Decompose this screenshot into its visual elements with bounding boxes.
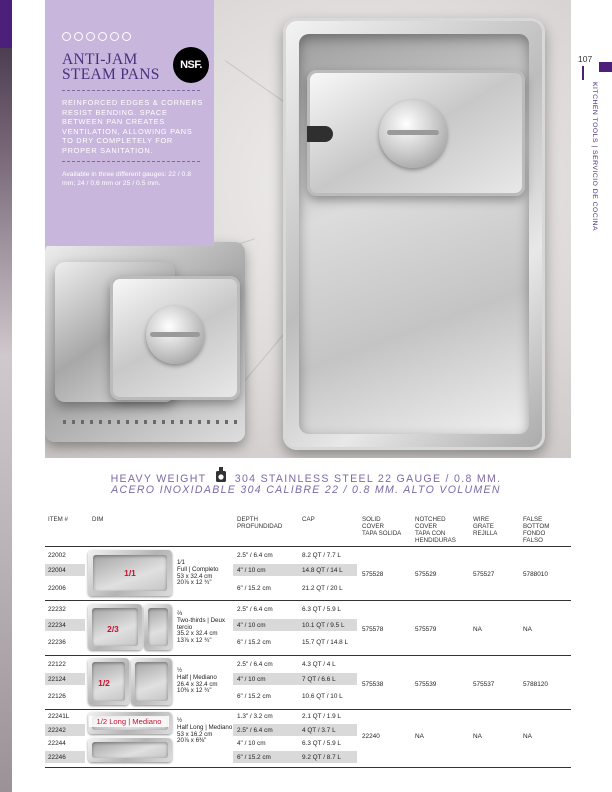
callout-divider (62, 161, 200, 162)
depth-value: 4" / 10 cm (237, 740, 266, 747)
heading-material: 304 STAINLESS STEEL 22 GAUGE / 0.8 MM. (234, 473, 502, 485)
capacity-value: 6.3 QT / 5.9 L (302, 740, 341, 747)
dim-metric: 26.4 x 32.4 cm (177, 680, 218, 688)
wire-grate-sku: NA (473, 733, 482, 740)
dot (98, 32, 107, 41)
cover-notch (307, 126, 333, 142)
dim-metric: 53 x 16.2 cm (177, 730, 213, 738)
dim-description (177, 718, 235, 745)
dot (110, 32, 119, 41)
table-rule (45, 709, 571, 710)
dim-description (177, 611, 235, 645)
depth-value: 2.5" / 6.4 cm (237, 552, 273, 559)
false-bottom-sku: NA (523, 733, 532, 740)
item-number: 22234 (48, 622, 66, 629)
depth-value: 6" / 15.2 cm (237, 754, 271, 761)
depth-value: 4" / 10 cm (237, 676, 266, 683)
pan-interior (148, 608, 168, 646)
depth-value: 2.5" / 6.4 cm (237, 606, 273, 613)
col-header-depth-es: PROFUNDIDAD (237, 523, 283, 530)
dim-fraction: ½ (177, 667, 183, 674)
spec-heading (0, 467, 612, 485)
depth-value: 6" / 15.2 cm (237, 639, 271, 646)
notched-cover-photo (307, 70, 525, 196)
solid-cover-sku: 575578 (362, 626, 384, 633)
item-number: 22236 (48, 639, 66, 646)
notched-cover-sku: 575539 (415, 681, 437, 688)
decorative-dots (62, 32, 131, 41)
callout-description: REINFORCED EDGES & CORNERS RESIST BENDING. SPACE BETWEEN PAN CREATES VENTILATION, ALLOWING PANS TO DRY COMPLETELY FOR PROPER SANITATION. (62, 98, 203, 155)
wire-grate-sku: NA (473, 626, 482, 633)
nsf-badge-icon: NSF. (173, 47, 209, 83)
dim-imperial: 10⅜ x 12 ¾" (177, 687, 212, 695)
perforated-edge (63, 420, 243, 424)
section-tab (599, 62, 612, 72)
item-number: 22242 (48, 727, 66, 734)
col-header-text: BOTTOM (523, 523, 550, 530)
dim-fraction: ⅔ (177, 610, 183, 617)
dim-imperial: 20⅞ x 12 ¾" (177, 579, 212, 587)
size-label: 1/2 Long | Mediano (89, 716, 169, 727)
size-label: 1/1 (124, 568, 136, 578)
col-header-text: TAPA CON (415, 530, 446, 537)
half-long-pan-thumbnail (88, 738, 172, 762)
third-pan-thumbnail (144, 604, 172, 650)
col-header-dim: DIM (92, 516, 104, 523)
table-rule (45, 546, 571, 547)
col-header-text: GRATE (473, 523, 494, 530)
dim-description (177, 560, 235, 587)
half-pan-thumbnail (131, 658, 172, 705)
depth-value: 2.5" / 6.4 cm (237, 661, 273, 668)
dim-imperial: 20⅞ x 6⅜" (177, 737, 207, 745)
callout-title (62, 52, 172, 82)
col-header-text: TAPA SOLIDA (362, 530, 402, 537)
depth-value: 6" / 15.2 cm (237, 693, 271, 700)
table-rule (45, 655, 571, 656)
capacity-value: 2.1 QT / 1.9 L (302, 713, 341, 720)
capacity-value: 4.3 QT / 4 L (302, 661, 336, 668)
pan-interior (135, 662, 168, 701)
depth-value: 4" / 10 cm (237, 622, 266, 629)
size-label: 1/2 (98, 678, 110, 688)
callout-title-line1: ANTI-JAM (62, 51, 138, 68)
col-header-depth-en: DEPTH (237, 516, 258, 523)
dim-metric: 35.2 x 32.4 cm (177, 630, 218, 638)
dot (74, 32, 83, 41)
dim-name: Half Long | Mediano (177, 723, 233, 731)
full-size-pan-photo (283, 18, 545, 450)
size-label: 2/3 (107, 624, 119, 634)
item-number: 22002 (48, 552, 66, 559)
notched-cover-sku: 575579 (415, 626, 437, 633)
dim-description (177, 668, 235, 695)
capacity-value: 9.2 QT / 8.7 L (302, 754, 341, 761)
dot (86, 32, 95, 41)
cover-handle (387, 130, 439, 135)
dim-fraction: 1⁄1 (177, 559, 185, 566)
capacity-value: 4 QT / 3.7 L (302, 727, 336, 734)
section-title: KITCHEN TOOLS | SERVICIO DE COCINA (591, 82, 598, 232)
dim-name: Full | Completo (177, 565, 219, 573)
col-header-text: FALSO (523, 537, 543, 544)
edge-photo-strip (0, 0, 12, 792)
table-rule (45, 600, 571, 601)
wire-grate-sku: 575537 (473, 681, 495, 688)
weight-icon (215, 467, 227, 482)
col-header-text: NOTCHED (415, 516, 446, 523)
item-number: 22241L (48, 713, 70, 720)
callout-title-line2: STEAM PANS (62, 66, 160, 83)
capacity-value: 14.8 QT / 14 L (302, 567, 343, 574)
col-header-cap: CAP (302, 516, 315, 523)
item-number: 22246 (48, 754, 66, 761)
spec-heading-spanish: ACERO INOXIDABLE 304 CALIBRE 22 / 0.8 MM. ALTO VOLUMEN (111, 484, 501, 496)
solid-cover-photo (110, 276, 240, 400)
table-rule (45, 767, 571, 768)
col-header-text: HENDIDURAS (415, 537, 456, 544)
wire-grate-sku: 575527 (473, 571, 495, 578)
col-header-text: FONDO (523, 530, 546, 537)
dim-name: Half | Mediano (177, 673, 217, 681)
item-number: 22232 (48, 606, 66, 613)
item-number: 22124 (48, 676, 66, 683)
capacity-value: 8.2 QT / 7.7 L (302, 552, 341, 559)
capacity-value: 7 QT / 6.6 L (302, 676, 336, 683)
section-marker (582, 66, 584, 80)
solid-cover-sku: 575528 (362, 571, 384, 578)
depth-value: 6" / 15.2 cm (237, 585, 271, 592)
col-header-false-bottom (523, 516, 549, 544)
depth-value: 4" / 10 cm (237, 567, 266, 574)
item-number: 22122 (48, 661, 66, 668)
depth-value: 2.5" / 6.4 cm (237, 727, 273, 734)
col-header-text: REJILLA (473, 530, 498, 537)
heading-weight: HEAVY WEIGHT (110, 473, 207, 485)
false-bottom-sku: NA (523, 626, 532, 633)
col-header-item: ITEM # (48, 516, 68, 523)
callout-gauges: Available in three different gauges: 22 / 0.8 mm; 24 / 0.6 mm or 25 / 0.5 mm. (62, 171, 191, 188)
capacity-value: 10.6 QT / 10 L (302, 693, 343, 700)
edge-accent-block (0, 0, 12, 48)
callout-divider (62, 90, 200, 91)
false-bottom-sku: 5788120 (523, 681, 548, 688)
col-header-wire-grate (473, 516, 497, 537)
pan-interior (92, 742, 168, 758)
notched-cover-sku: NA (415, 733, 424, 740)
dot (122, 32, 131, 41)
col-header-text: COVER (415, 523, 438, 530)
col-header-depth (237, 516, 282, 530)
col-header-notched-cover (415, 516, 456, 544)
col-header-solid-cover (362, 516, 401, 537)
dim-imperial: 13⅞ x 12 ¾" (177, 637, 212, 645)
col-header-text: WIRE (473, 516, 490, 523)
false-bottom-sku: 5788010 (523, 571, 548, 578)
solid-cover-sku: 22240 (362, 733, 380, 740)
page-number: 107 (578, 54, 593, 64)
col-header-text: COVER (362, 523, 385, 530)
col-header-text: SOLID (362, 516, 381, 523)
col-header-text: FALSE (523, 516, 543, 523)
dim-metric: 53 x 32.4 cm (177, 572, 213, 580)
item-number: 22244 (48, 740, 66, 747)
item-number: 22006 (48, 585, 66, 592)
notched-cover-sku: 575529 (415, 571, 437, 578)
capacity-value: 15.7 QT / 14.8 L (302, 639, 349, 646)
item-number: 22004 (48, 567, 66, 574)
depth-value: 1.3" / 3.2 cm (237, 713, 273, 720)
capacity-value: 21.2 QT / 20 L (302, 585, 343, 592)
item-number: 22126 (48, 693, 66, 700)
dim-fraction: ½ (177, 717, 183, 724)
dim-name: Two-thirds | Deux tercio (177, 616, 226, 631)
capacity-value: 10.1 QT / 9.5 L (302, 622, 345, 629)
solid-cover-sku: 575538 (362, 681, 384, 688)
capacity-value: 6.3 QT / 5.9 L (302, 606, 341, 613)
dot (62, 32, 71, 41)
cover-handle (150, 332, 200, 337)
